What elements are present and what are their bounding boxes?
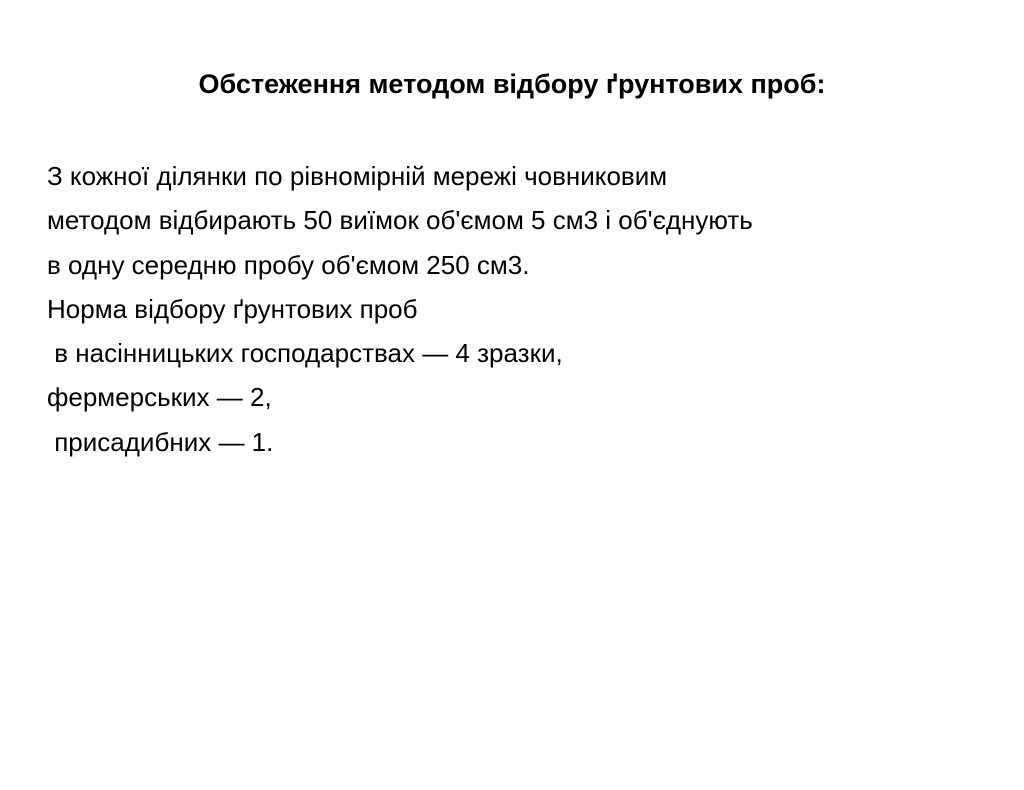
body-line-5: в насінницьких господарствах — 4 зразки, <box>47 338 563 369</box>
body-line-3: в одну середню пробу об'ємом 250 см3. <box>47 249 530 280</box>
body-line-4: Норма відбору ґрунтових проб <box>47 293 418 324</box>
body-line-1: З кожної ділянки по рівномірній мережі човниковим <box>47 161 668 191</box>
body-line-2: методом відбирають 50 виїмок об'ємом 5 см3 і об'єднують <box>47 205 753 236</box>
slide-body <box>47 154 1007 464</box>
body-line-6: фермерських — 2, <box>47 382 272 413</box>
body-line-7: присадибних — 1. <box>47 426 274 457</box>
slide-title: Обстеження методом відбору ґрунтових проб: <box>198 69 826 99</box>
